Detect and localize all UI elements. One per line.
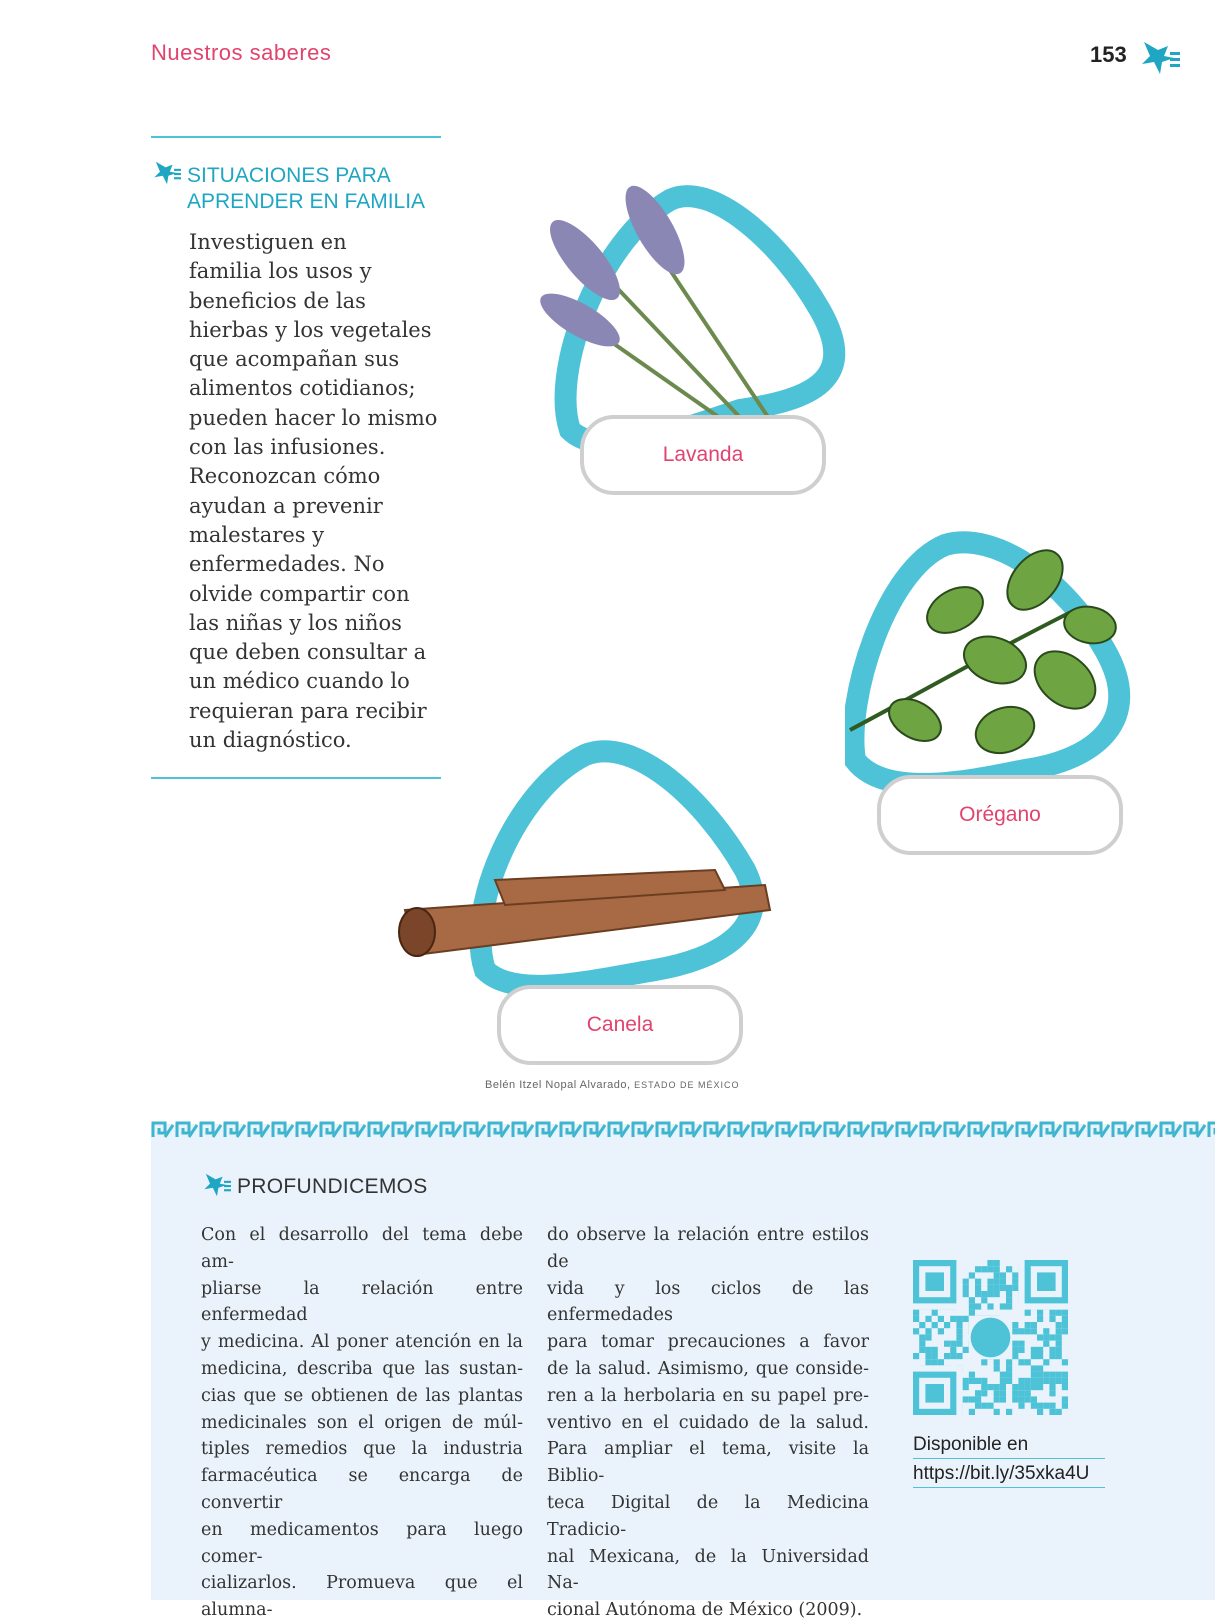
text-line: en medicamentos para luego comer- [201,1519,523,1567]
text-line: cional Autónoma de México (2009). [547,1600,863,1621]
text-line: para tomar precauciones a favor [547,1332,869,1353]
canela-illustration [395,740,795,1020]
text-line: olvide compartir con [189,581,410,606]
text-line: Reconozcan cómo [189,464,381,489]
text-line: alimentos cotidianos; [189,376,416,401]
text-line: Investiguen en [189,230,347,254]
text-line: teca Digital de la Medicina Tradicio- [547,1492,869,1540]
text-line: enfermedades. No [189,552,385,577]
text-line: medicina, describa que las sustan- [201,1358,523,1379]
text-line: ventivo en el cuidado de la salud. [547,1412,869,1433]
text-line: que acompañan sus [189,347,400,372]
profundicemos-column-2 [547,1222,869,1624]
family-box-title [187,163,447,215]
text-line: farmacéutica se encarga de convertir [201,1466,523,1513]
text-line: Para ampliar el tema, visite la Biblio- [547,1439,869,1487]
text-line: un médico cuando lo [189,669,410,694]
text-line: malestares y [189,522,325,547]
available-label: Disponible en [913,1434,1105,1459]
hummingbird-icon [151,159,183,187]
text-line: requieran para recibir [189,698,427,723]
qr-code-icon[interactable] [913,1260,1068,1415]
text-line: pueden hacer lo mismo [189,405,438,430]
text-line: cias que se obtienen de las plantas [201,1385,523,1406]
text-line: pliarse la relación entre enfermedad [201,1278,523,1326]
text-line: do observe la relación entre estilos de [547,1225,869,1272]
box-top-rule [151,136,441,138]
text-line: nal Mexicana, de la Universidad Na- [547,1546,869,1594]
text-line: medicinales son el origen de múl- [201,1412,523,1433]
family-box-title-line: APRENDER EN FAMILIA [187,190,426,213]
page-number: 153 [1090,42,1127,67]
section-title: Nuestros saberes [151,40,332,65]
illustration-credit [485,1079,740,1091]
hummingbird-icon [1138,38,1182,78]
credit-author: Belén Itzel Nopal Alvarado, [485,1079,631,1091]
text-line: hierbas y los vegetales [189,317,432,342]
greek-border [151,1121,1215,1139]
availability-block [913,1434,1105,1492]
text-line: un diagnóstico. [189,728,352,753]
text-line: beneficios de las [189,288,366,313]
text-line: Con el desarrollo del tema debe am- [201,1225,523,1272]
text-line: cializarlos. Promueva que el alumna- [201,1573,523,1621]
text-line: ren a la herbolaria en su papel pre- [547,1385,869,1406]
profundicemos-title: PROFUNDICEMOS [237,1175,428,1198]
family-box-body [189,228,449,755]
text-line: de la salud. Asimismo, que conside- [547,1358,869,1379]
text-line: tiples remedios que la industria [201,1439,523,1460]
hummingbird-icon [201,1171,233,1199]
profundicemos-column-1 [201,1222,523,1624]
text-line: con las infusiones. [189,435,386,460]
credit-place: ESTADO DE MÉXICO [634,1080,740,1090]
text-line: familia los usos y [189,259,372,284]
canela-label: Canela [497,985,743,1065]
oregano-label: Orégano [877,775,1123,855]
lavanda-label: Lavanda [580,415,826,495]
text-line: ayudan a prevenir [189,493,383,518]
text-line: y medicina. Al poner atención en la [201,1332,523,1353]
text-line: las niñas y los niños [189,610,402,635]
family-box-title-line: SITUACIONES PARA [187,164,391,187]
text-line: vida y los ciclos de las enfermedades [547,1278,869,1326]
resource-link[interactable]: https://bit.ly/35xka4U [913,1463,1105,1488]
text-line: que deben consultar a [189,640,427,665]
